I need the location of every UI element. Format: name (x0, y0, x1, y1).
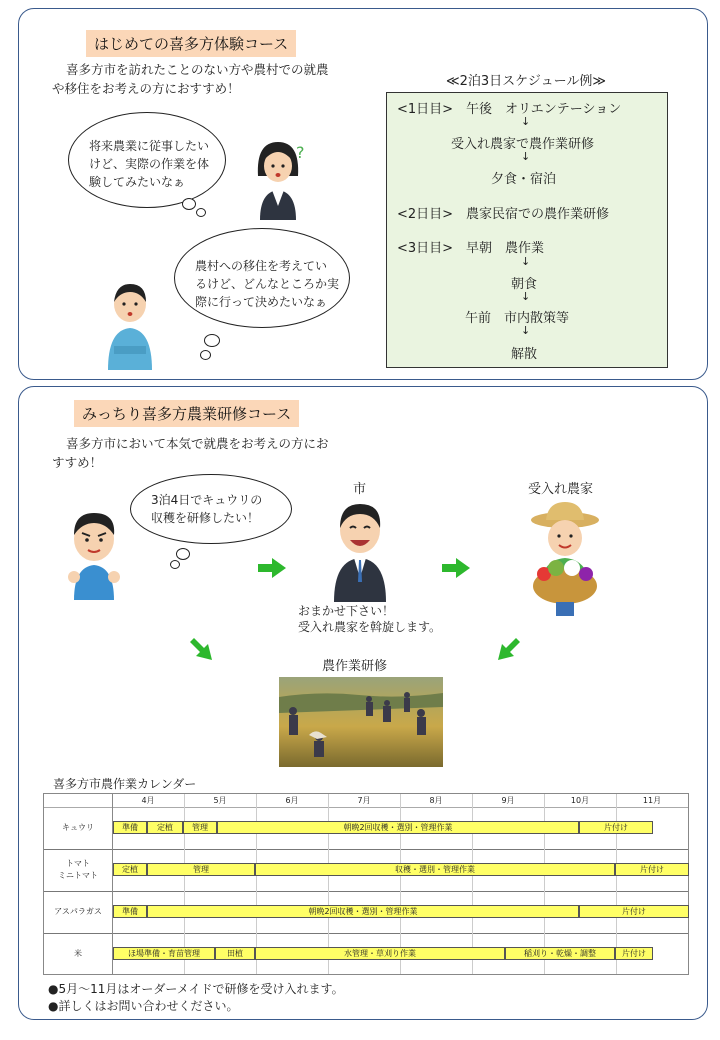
grid-line (44, 933, 688, 934)
task-bar: 朝晩2回収穫・選別・管理作業 (147, 905, 579, 918)
task-bar: 片付け (579, 905, 689, 918)
month-nov: 11月 (642, 796, 662, 805)
calendar-title: 喜多方市農作業カレンダー (53, 777, 197, 791)
task-bar: 朝晩2回収穫・選別・管理作業 (217, 821, 579, 834)
farming-calendar (43, 793, 689, 975)
beginner-intro: 喜多方市を訪れたことのない方や農村での就農 や移住をお考えの方におすすめ！ (52, 62, 329, 96)
down-left-arrow-icon (494, 638, 520, 664)
crop-mini-tomato: ミニトマト (58, 871, 98, 880)
schedule-day2: <2日目> 農家民宿での農作業研修 (397, 207, 610, 222)
thought-bubble-dot (200, 350, 211, 360)
task-bar: 準備 (113, 905, 147, 918)
thought-bubble-dot (170, 560, 180, 569)
task-bar: 収穫・選別・管理作業 (255, 863, 615, 876)
farm-label: 受入れ農家 (528, 482, 594, 497)
crop-rice: 米 (74, 949, 82, 958)
beginner-course-title: はじめての喜多方体験コース (86, 30, 296, 57)
thought-bubble-dot (204, 334, 220, 347)
training-label: 農作業研修 (322, 659, 388, 674)
schedule-day3-sightseeing: 午前 市内散策等 (465, 311, 570, 326)
note-contact: ●詳しくはお問い合わせください。 (48, 999, 239, 1013)
farmer-with-vegetables-icon (526, 502, 604, 616)
intensive-intro: 喜多方市において本気で就農をお考えの方にお すすめ！ (52, 436, 329, 470)
thought-cloud-migration: 農村への移住を考えてい るけど、どんなところか実 際に行って決めたいなぁ (174, 228, 350, 328)
task-bar: 片付け (579, 821, 653, 834)
intensive-course-title: みっちり喜多方農業研修コース (74, 400, 299, 427)
crop-tomato: トマト (66, 859, 90, 868)
schedule-day1-farm: 受入れ農家で農作業研修 (451, 137, 595, 152)
schedule-day3-dismiss: 解散 (511, 347, 538, 362)
task-bar: 片付け (615, 947, 653, 960)
down-arrow-icon: ↓ (521, 255, 531, 268)
right-arrow-icon (442, 558, 470, 578)
task-bar: 田植 (215, 947, 255, 960)
schedule-day3-breakfast: 朝食 (511, 277, 538, 292)
question-mark-icon: ? (296, 143, 305, 162)
task-bar: ほ場準備・育苗管理 (113, 947, 215, 960)
grid-line (44, 807, 688, 808)
schedule-day1-dinner: 夕食・宿泊 (491, 172, 557, 187)
thought-cloud-farming: 将来農業に従事したい けど、実際の作業を体 験してみたいなぁ (68, 112, 226, 208)
man-thinking-icon (102, 280, 158, 370)
schedule-title: ≪2泊3日スケジュール例≫ (446, 74, 606, 89)
down-arrow-icon: ↓ (521, 115, 531, 128)
month-may: 5月 (213, 796, 227, 805)
note-order-made: ●5月～11月はオーダーメイドで研修を受け入れます。 (48, 982, 344, 996)
task-bar: 稲刈り・乾燥・調整 (505, 947, 615, 960)
month-aug: 8月 (429, 796, 443, 805)
crop-cucumber: キュウリ (62, 823, 94, 832)
task-bar: 管理 (147, 863, 255, 876)
thought-bubble-dot (176, 548, 190, 560)
schedule-day1: <1日目> 午後 オリエンテーション (397, 102, 622, 117)
schedule-day3: <3日目> 早朝 農作業 (397, 241, 545, 256)
schedule-box (386, 92, 668, 368)
grid-line (44, 849, 688, 850)
task-bar: 定植 (147, 821, 183, 834)
month-apr: 4月 (141, 796, 155, 805)
task-bar: 水管理・草刈り作業 (255, 947, 505, 960)
city-message: おまかせ下さい！ 受入れ農家を斡旋します。 (298, 604, 442, 634)
task-bar: 管理 (183, 821, 217, 834)
task-bar: 定植 (113, 863, 147, 876)
down-arrow-icon: ↓ (521, 324, 531, 337)
city-official-icon (330, 498, 390, 602)
down-arrow-icon: ↓ (521, 290, 531, 303)
thought-bubble-dot (196, 208, 206, 217)
crop-asparagus: アスパラガス (54, 907, 102, 916)
woman-thinking-icon (250, 136, 310, 220)
thought-bubble-dot (182, 198, 196, 210)
thought-cloud-cucumber: 3泊4日でキュウリの 収穫を研修したい！ (130, 474, 292, 544)
month-oct: 10月 (570, 796, 590, 805)
month-jul: 7月 (357, 796, 371, 805)
month-jun: 6月 (285, 796, 299, 805)
task-bar: 片付け (615, 863, 689, 876)
down-arrow-icon: ↓ (521, 150, 531, 163)
task-bar: 準備 (113, 821, 147, 834)
city-label: 市 (353, 482, 367, 497)
grid-line (44, 891, 688, 892)
rice-harvest-photo (279, 677, 443, 767)
right-arrow-icon (258, 558, 286, 578)
down-right-arrow-icon (190, 638, 216, 664)
month-sep: 9月 (501, 796, 515, 805)
eager-man-icon (62, 505, 126, 600)
